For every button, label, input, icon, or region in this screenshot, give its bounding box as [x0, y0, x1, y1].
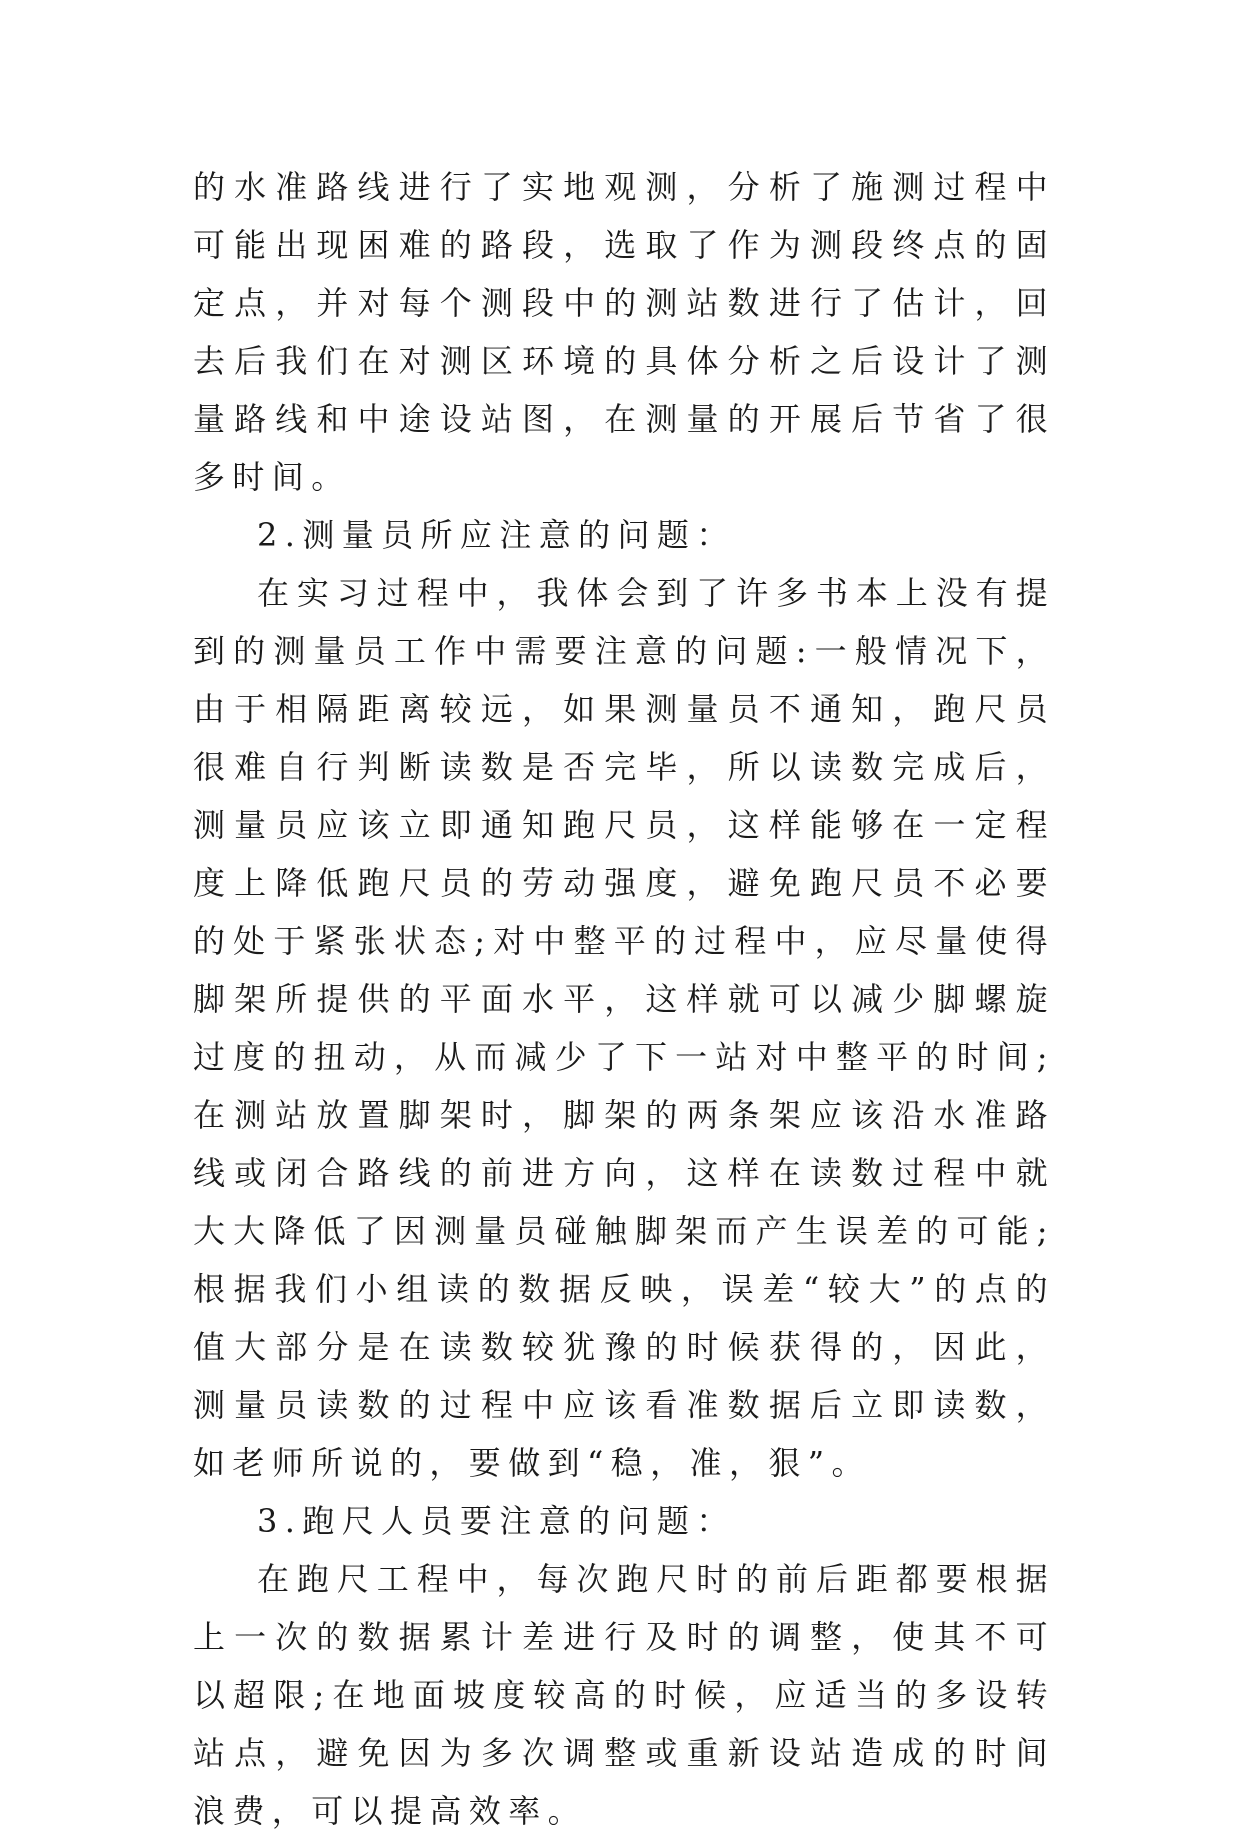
document-body	[193, 158, 1055, 1840]
section-heading-3: 3.跑尺人员要注意的问题：	[257, 1502, 736, 1540]
paragraph-staffman-notes: 在跑尺工程中，每次跑尺时的前后距都要根据上一次的数据累计差进行及时的调整，使其不可以超限;在地面坡度较高的时候，应适当的多设转站点，避免因为多次调整或重新设站造成的时间浪费，可以提高效率。	[193, 1560, 1055, 1830]
paragraph-continuation: 的水准路线进行了实地观测，分析了施测过程中可能出现困难的路段，选取了作为测段终点的固定点，并对每个测段中的测站数进行了估计，回去后我们在对测区环境的具体分析之后设计了测量路线和中途设站图，在测量的开展后节省了很多时间。	[193, 168, 1055, 496]
section-heading-2: 2.测量员所应注意的问题：	[257, 516, 736, 554]
paragraph-surveyor-notes: 在实习过程中，我体会到了许多书本上没有提到的测量员工作中需要注意的问题:一般情况下，由于相隔距离较远，如果测量员不通知，跑尺员很难自行判断读数是否完毕，所以读数完成后，测量员应该立即通知跑尺员，这样能够在一定程度上降低跑尺员的劳动强度，避免跑尺员不必要的处于紧张状态;对中整平的过程中，应尽量使得脚架所提供的平面水平，这样就可以减少脚螺旋过度的扭动，从而减少了下一站对中整平的时间;在测站放置脚架时，脚架的两条架应该沿水准路线或闭合路线的前进方向，这样在读数过程中就大大降低了因测量员碰触脚架而产生误差的可能;根据我们小组读的数据反映，误差“较大”的点的值大部分是在读数较犹豫的时候获得的，因此，测量员读数的过程中应该看准数据后立即读数，如老师所说的，要做到“稳，准，狠”。	[193, 574, 1055, 1482]
